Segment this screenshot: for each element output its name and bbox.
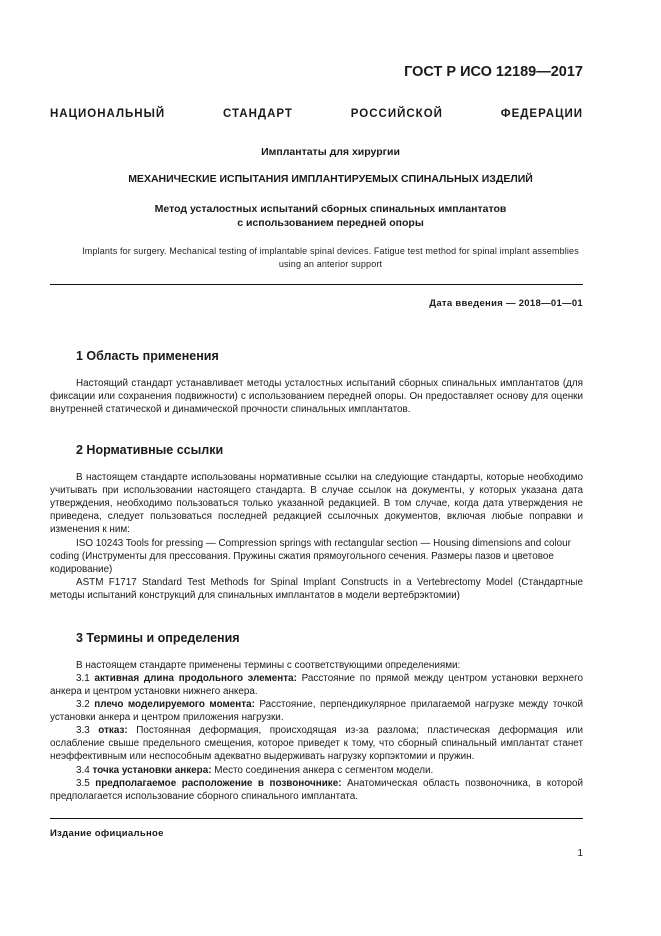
term-definition-3-4 — [50, 764, 583, 777]
term-text: Постоянная деформация, происходящая из-за разлома; пластическая деформация или ослабление свыше предельного смещения, которое приведет к тому, что сборный спинальный имплантат станет неэффективным или неспособным адекватно выдерживать нагрузку корпэктомии и пружин. — [50, 725, 583, 763]
term-number: 3.1 — [76, 673, 90, 684]
term-number: 3.5 — [76, 778, 90, 789]
terms-intro: В настоящем стандарте применены термины с соответствующими определениями: — [76, 660, 461, 671]
subject-line: Имплантаты для хирургии — [261, 146, 400, 158]
title-divider — [50, 284, 583, 285]
section-heading-terms: 3 Термины и определения — [76, 631, 240, 645]
introduction-date: Дата введения — 2018—01—01 — [429, 298, 583, 309]
normative-reference-astm: ASTM F1717 Standard Test Methods for Spinal Implant Constructs in a Vertebrectomy Model (Стандартные методы испытаний конструкций для спинальных имплантатов в модели вертебрэктомии) — [50, 577, 583, 602]
english-title-line-2: using an anterior support — [278, 259, 383, 269]
term-text: Расстояние по прямой между центром установки верхнего анкера и центром установки нижнего анкера. — [50, 673, 583, 698]
term-number: 3.3 — [76, 725, 90, 736]
section-heading-scope: 1 Область применения — [76, 349, 219, 363]
normative-paragraph-1: В настоящем стандарте использованы нормативные ссылки на следующие стандарты, которые необходимо учитывать при использовании настоящего стандарта. В случае ссылок на документы, у которых указана дата утверждения, необходимо пользоваться только указанной редакцией. В том случае, когда дата утверждения не приведена, следует пользоваться последней редакцией ссылочных документов, включая любые поправки и изменения к ним: — [50, 472, 583, 536]
term-text: Место соединения анкера с сегментом модели. — [214, 765, 434, 776]
term-definition-3-2 — [50, 698, 583, 724]
term-definition-3-3 — [50, 724, 583, 763]
term-number: 3.2 — [76, 699, 90, 710]
term-text: Анатомическая область позвоночника, в которой предполагается использование сборного спинального имплантата. — [50, 778, 584, 803]
subtitle-line-2: с использованием передней опоры — [237, 216, 424, 229]
subtitle-line-1: Метод усталостных испытаний сборных спинальных имплантатов — [154, 203, 507, 215]
section-heading-normative: 2 Нормативные ссылки — [76, 443, 224, 457]
term-name: активная длина продольного элемента: — [94, 673, 297, 684]
national-standard-banner: НАЦИОНАЛЬНЫЙ СТАНДАРТ РОССИЙСКОЙ ФЕДЕРАЦИИ — [50, 108, 583, 120]
term-name: отказ: — [98, 725, 128, 736]
normative-reference-iso: ISO 10243 Tools for pressing — Compression springs with rectangular section — Housing dimensions and colour coding (Инструменты для прессования. Пружины сжатия прямоугольного сечения. Размеры пазов и цветовое кодирование) — [50, 538, 571, 576]
document-title: МЕХАНИЧЕСКИЕ ИСПЫТАНИЯ ИМПЛАНТИРУЕМЫХ СПИНАЛЬНЫХ ИЗДЕЛИЙ — [128, 173, 533, 185]
term-definition-3-1 — [50, 672, 583, 698]
term-text: Расстояние, перпендикулярное прилагаемой нагрузке между точкой установки анкера и центром приложения нагрузки. — [50, 699, 583, 724]
term-name: точка установки анкера: — [92, 765, 212, 776]
official-edition-label: Издание официальное — [50, 828, 164, 839]
document-subtitle — [40, 203, 621, 230]
term-name: предполагаемое расположение в позвоночнике: — [95, 778, 342, 789]
term-number: 3.4 — [76, 765, 90, 776]
footer-divider — [50, 818, 583, 819]
page-number: 1 — [577, 848, 583, 859]
scope-paragraph: Настоящий стандарт устанавливает методы усталостных испытаний сборных спинальных имплантатов (для фиксации или сохранения подвижности) с использованием передней опоры. Он предоставляет основу для оценки внутренней статической и динамической прочности спинальных имплантатов. — [50, 378, 583, 416]
english-title-line-1: Implants for surgery. Mechanical testing of implantable spinal devices. Fatigue test method for spinal implant assemblies — [82, 246, 579, 256]
term-name: плечо моделируемого момента: — [94, 699, 255, 710]
term-definition-3-5 — [50, 777, 583, 803]
document-code: ГОСТ Р ИСО 12189—2017 — [404, 64, 583, 80]
english-title — [40, 245, 621, 271]
